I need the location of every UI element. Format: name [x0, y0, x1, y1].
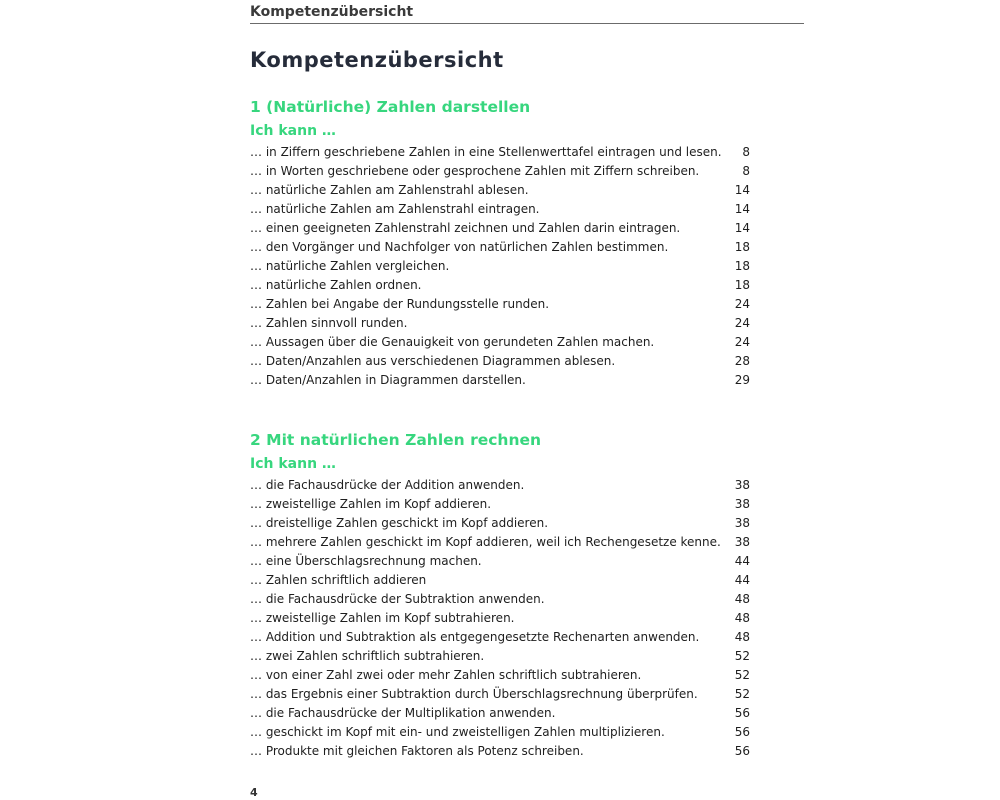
- item-page: 52: [734, 668, 750, 682]
- item-text: … Daten/Anzahlen in Diagrammen darstellen.: [250, 373, 526, 387]
- running-header-title: Kompetenzübersicht: [250, 4, 414, 20]
- item-page: 56: [734, 725, 750, 739]
- item-text: … in Worten geschriebene oder gesprochene Zahlen mit Ziffern schreiben.: [250, 164, 700, 178]
- item-page: 24: [734, 316, 750, 330]
- list-item: [250, 628, 750, 647]
- competence-list: [250, 143, 750, 390]
- item-text: … dreistellige Zahlen geschickt im Kopf addieren.: [250, 516, 549, 530]
- list-item: [250, 352, 750, 371]
- item-page: 14: [734, 221, 750, 235]
- section-2: [250, 429, 750, 761]
- list-item: [250, 552, 750, 571]
- running-header: [250, 2, 804, 24]
- section-1: [250, 96, 750, 390]
- list-item: [250, 742, 750, 761]
- item-text: … Produkte mit gleichen Faktoren als Potenz schreiben.: [250, 744, 584, 758]
- section-heading: 2 Mit natürlichen Zahlen rechnen: [250, 431, 542, 449]
- list-item: [250, 571, 750, 590]
- list-item: [250, 276, 750, 295]
- item-page: 56: [734, 744, 750, 758]
- list-item: [250, 162, 750, 181]
- list-item: [250, 685, 750, 704]
- item-page: 28: [734, 354, 750, 368]
- item-text: … natürliche Zahlen vergleichen.: [250, 259, 450, 273]
- item-page: 48: [734, 611, 750, 625]
- list-item: [250, 723, 750, 742]
- item-text: … zweistellige Zahlen im Kopf addieren.: [250, 497, 492, 511]
- list-item: [250, 219, 750, 238]
- item-text: … die Fachausdrücke der Addition anwenden.: [250, 478, 525, 492]
- list-item: [250, 514, 750, 533]
- item-page: 18: [734, 240, 750, 254]
- item-page: 29: [734, 373, 750, 387]
- list-item: [250, 704, 750, 723]
- list-item: [250, 533, 750, 552]
- item-page: 38: [734, 535, 750, 549]
- item-text: … in Ziffern geschriebene Zahlen in eine Stellenwerttafel eintragen und lesen.: [250, 145, 722, 159]
- item-page: 18: [734, 259, 750, 273]
- item-page: 8: [742, 145, 750, 159]
- item-page: 48: [734, 630, 750, 644]
- item-text: … natürliche Zahlen am Zahlenstrahl eintragen.: [250, 202, 540, 216]
- item-page: 24: [734, 335, 750, 349]
- item-text: … die Fachausdrücke der Subtraktion anwenden.: [250, 592, 545, 606]
- item-text: … Zahlen sinnvoll runden.: [250, 316, 408, 330]
- item-page: 8: [742, 164, 750, 178]
- list-item: [250, 200, 750, 219]
- list-item: [250, 647, 750, 666]
- item-text: … zweistellige Zahlen im Kopf subtrahieren.: [250, 611, 515, 625]
- list-item: [250, 666, 750, 685]
- item-text: … Zahlen bei Angabe der Rundungsstelle runden.: [250, 297, 550, 311]
- item-page: 56: [734, 706, 750, 720]
- item-text: … Addition und Subtraktion als entgegengesetzte Rechenarten anwenden.: [250, 630, 700, 644]
- item-page: 24: [734, 297, 750, 311]
- item-text: … von einer Zahl zwei oder mehr Zahlen schriftlich subtrahieren.: [250, 668, 642, 682]
- competence-list: [250, 476, 750, 761]
- item-page: 44: [734, 573, 750, 587]
- item-page: 38: [734, 478, 750, 492]
- item-page: 52: [734, 649, 750, 663]
- item-text: … Aussagen über die Genauigkeit von gerundeten Zahlen machen.: [250, 335, 655, 349]
- list-item: [250, 295, 750, 314]
- list-item: [250, 238, 750, 257]
- item-page: 44: [734, 554, 750, 568]
- section-intro: Ich kann …: [250, 123, 336, 139]
- list-item: [250, 181, 750, 200]
- item-page: 38: [734, 516, 750, 530]
- item-text: … mehrere Zahlen geschickt im Kopf addieren, weil ich Rechengesetze kenne.: [250, 535, 721, 549]
- item-page: 14: [734, 202, 750, 216]
- list-item: [250, 371, 750, 390]
- page-number: 4: [250, 786, 258, 799]
- list-item: [250, 495, 750, 514]
- list-item: [250, 476, 750, 495]
- item-text: … den Vorgänger und Nachfolger von natürlichen Zahlen bestimmen.: [250, 240, 669, 254]
- list-item: [250, 257, 750, 276]
- section-intro: Ich kann …: [250, 456, 336, 472]
- section-heading: 1 (Natürliche) Zahlen darstellen: [250, 98, 531, 116]
- list-item: [250, 333, 750, 352]
- item-page: 14: [734, 183, 750, 197]
- item-page: 48: [734, 592, 750, 606]
- item-text: … natürliche Zahlen ordnen.: [250, 278, 422, 292]
- item-page: 52: [734, 687, 750, 701]
- item-text: … einen geeigneten Zahlenstrahl zeichnen und Zahlen darin eintragen.: [250, 221, 681, 235]
- item-page: 18: [734, 278, 750, 292]
- item-text: … Zahlen schriftlich addieren: [250, 573, 427, 587]
- list-item: [250, 590, 750, 609]
- list-item: [250, 143, 750, 162]
- item-page: 38: [734, 497, 750, 511]
- item-text: … geschickt im Kopf mit ein- und zweistelligen Zahlen multiplizieren.: [250, 725, 665, 739]
- item-text: … zwei Zahlen schriftlich subtrahieren.: [250, 649, 485, 663]
- item-text: … Daten/Anzahlen aus verschiedenen Diagrammen ablesen.: [250, 354, 616, 368]
- list-item: [250, 609, 750, 628]
- item-text: … eine Überschlagsrechnung machen.: [250, 554, 482, 568]
- item-text: … natürliche Zahlen am Zahlenstrahl ablesen.: [250, 183, 529, 197]
- item-text: … die Fachausdrücke der Multiplikation anwenden.: [250, 706, 556, 720]
- item-text: … das Ergebnis einer Subtraktion durch Überschlagsrechnung überprüfen.: [250, 687, 698, 701]
- page-title: Kompetenzübersicht: [250, 48, 504, 72]
- list-item: [250, 314, 750, 333]
